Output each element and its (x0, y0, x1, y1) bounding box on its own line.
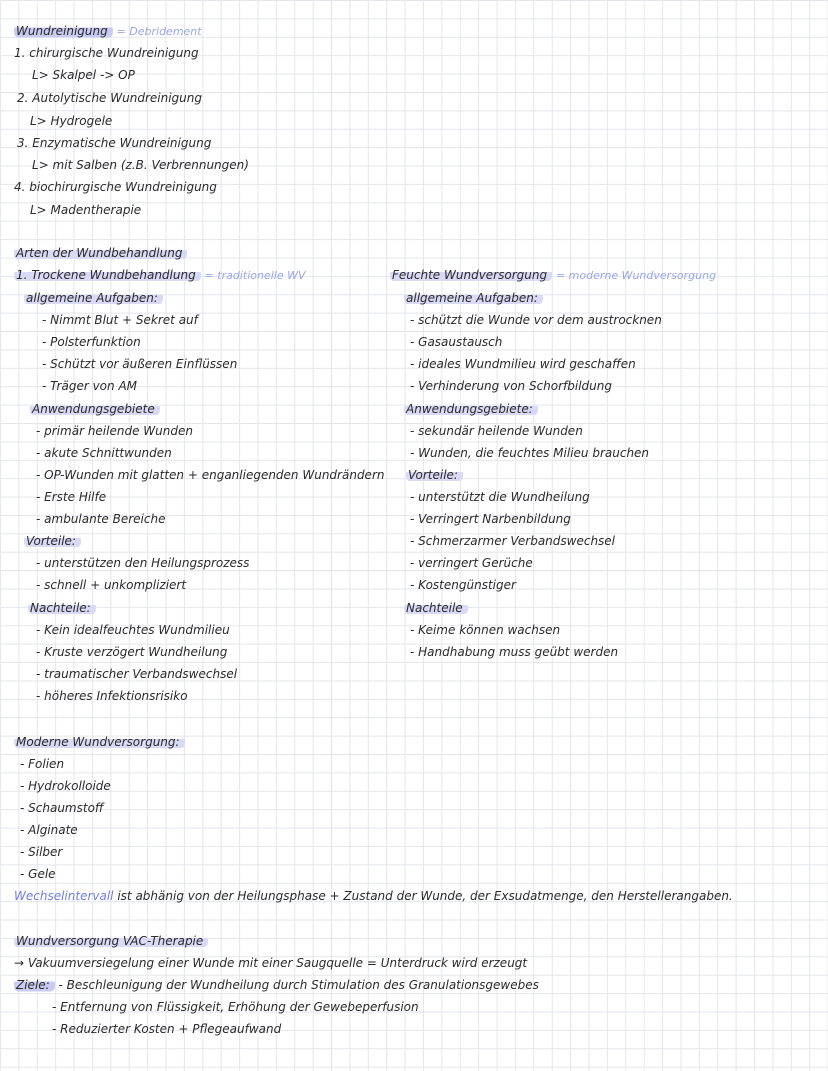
list-item: - ideales Wundmilieu wird geschaffen (410, 357, 636, 371)
list-item: - Schützt vor äußeren Einflüssen (42, 357, 238, 371)
list-item: - unterstützt die Wundheilung (410, 490, 590, 504)
section-vac-title: Wundversorgung VAC-Therapie (14, 934, 208, 949)
section-wundreinigung-title: Wundreinigung = Debridement (16, 24, 202, 38)
right-anwendung-label: Anwendungsgebiete: (404, 402, 538, 417)
list-item: - traumatischer Verbandswechsel (36, 667, 238, 681)
vac-definition: → Vakuumversiegelung einer Wunde mit einer Saugquelle = Unterdruck wird erzeugt (14, 956, 528, 970)
list-item: - Hydrokolloide (20, 779, 111, 793)
list-item: - Wunden, die feuchtes Milieu brauchen (410, 446, 650, 460)
section-moderne-title: Moderne Wundversorgung: (14, 735, 185, 750)
left-aufgaben-label: allgemeine Aufgaben: (24, 291, 163, 306)
list-item: - Reduzierter Kosten + Pflegeaufwand (52, 1022, 282, 1036)
list-item: - Silber (20, 845, 63, 859)
list-item: - schützt die Wunde vor dem austrocknen (410, 313, 662, 327)
left-heading: 1. Trockene Wundbehandlung = traditionelle WV (16, 268, 306, 282)
list-item: 3. Enzymatische Wundreinigung (17, 136, 212, 150)
section-arten-title: Arten der Wundbehandlung (14, 246, 187, 261)
wechselintervall-line: Wechselintervall ist abhänig von der Heilungsphase + Zustand der Wunde, der Exsudatmenge, den Herstellerangaben. (14, 889, 733, 903)
list-item: - Polsterfunktion (42, 335, 141, 349)
list-item: 2. Autolytische Wundreinigung (17, 91, 202, 105)
list-item: - OP-Wunden mit glatten + enganliegenden Wundrändern (36, 468, 385, 482)
list-item: - sekundär heilende Wunden (410, 424, 583, 438)
list-item: - Keime können wachsen (410, 623, 561, 637)
right-aufgaben-label: allgemeine Aufgaben: (404, 291, 543, 306)
list-item: - Verhinderung von Schorfbildung (410, 379, 613, 393)
list-item: - akute Schnittwunden (36, 446, 172, 460)
list-item: L> Hydrogele (30, 114, 113, 128)
list-item: - ambulante Bereiche (36, 512, 166, 526)
left-vorteile-label: Vorteile: (24, 534, 81, 549)
list-item: - schnell + unkompliziert (36, 578, 187, 592)
list-item: - verringert Gerüche (410, 556, 533, 570)
list-item: L> mit Salben (z.B. Verbrennungen) (32, 158, 249, 172)
list-item: 1. chirurgische Wundreinigung (14, 46, 199, 60)
list-item: - Verringert Narbenbildung (410, 512, 571, 526)
right-nachteile-label: Nachteile (404, 601, 468, 616)
vac-ziele-line: Ziele: - Beschleunigung der Wundheilung durch Stimulation des Granulationsgewebes (16, 978, 539, 992)
list-item: - Erste Hilfe (36, 490, 107, 504)
list-item: - Alginate (20, 823, 78, 837)
list-item: - Folien (20, 757, 65, 771)
list-item: L> Madentherapie (30, 203, 142, 217)
list-item: - Nimmt Blut + Sekret auf (42, 313, 198, 327)
list-item: - Handhabung muss geübt werden (410, 645, 619, 659)
list-item: - Entfernung von Flüssigkeit, Erhöhung der Gewebeperfusion (52, 1000, 419, 1014)
right-heading: Feuchte Wundversorgung = moderne Wundversorgung (392, 268, 717, 282)
list-item: - Gasaustausch (410, 335, 503, 349)
list-item: - Schmerzarmer Verbandswechsel (410, 534, 616, 548)
list-item: - Träger von AM (42, 379, 138, 393)
list-item: - primär heilende Wunden (36, 424, 193, 438)
list-item: - Kruste verzögert Wundheilung (36, 645, 228, 659)
left-anwendung-label: Anwendungsgebiete (30, 402, 160, 417)
right-vorteile-label: Vorteile: (406, 468, 463, 483)
left-nachteile-label: Nachteile: (28, 601, 96, 616)
list-item: - unterstützen den Heilungsprozess (36, 556, 250, 570)
list-item: - Kostengünstiger (410, 578, 516, 592)
list-item: 4. biochirurgische Wundreinigung (14, 180, 217, 194)
list-item: - Schaumstoff (20, 801, 104, 815)
list-item: - höheres Infektionsrisiko (36, 689, 188, 703)
list-item: - Gele (20, 867, 56, 881)
list-item: - Kein idealfeuchtes Wundmilieu (36, 623, 230, 637)
list-item: L> Skalpel -> OP (32, 68, 135, 82)
